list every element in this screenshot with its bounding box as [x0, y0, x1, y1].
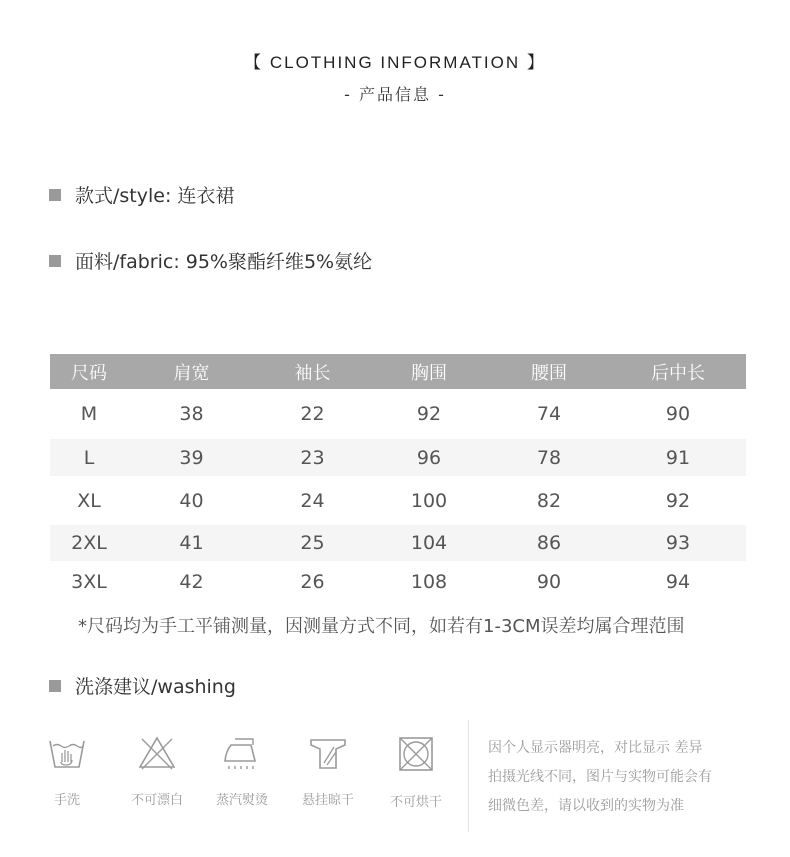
table-row — [50, 476, 746, 525]
care-label: 不可烘干 — [389, 795, 442, 810]
care-no-tumble-dry — [381, 735, 451, 810]
table-row — [50, 561, 746, 603]
table-row — [50, 525, 746, 561]
care-label: 蒸汽熨烫 — [215, 793, 268, 808]
page-title: 【 CLOTHING INFORMATION 】 — [244, 53, 546, 72]
table-header-row — [50, 354, 746, 389]
table-cell: 2XL — [50, 525, 128, 561]
hang-dry-icon — [308, 735, 348, 771]
table-cell: 104 — [370, 525, 488, 561]
table-cell: 40 — [179, 489, 204, 512]
no-tumble-dry-icon — [397, 735, 435, 773]
table-cell: 39 — [128, 439, 255, 476]
style-value: 连衣裙 — [177, 185, 235, 207]
column-header: 袖长 — [255, 354, 370, 389]
care-no-bleach — [122, 735, 192, 808]
table-cell: 42 — [179, 571, 204, 593]
bullet-square-icon — [49, 680, 61, 692]
table-cell: 94 — [665, 571, 691, 593]
table-cell: 74 — [536, 403, 562, 425]
table-cell: 78 — [488, 439, 610, 476]
fabric-label: 面料/fabric: — [75, 251, 180, 273]
no-bleach-icon — [138, 735, 176, 771]
care-hang-dry — [293, 735, 363, 808]
fabric-value: 95%聚酯纤维5%氨纶 — [185, 251, 373, 273]
bullet-square-icon — [49, 255, 61, 267]
fabric-attribute — [49, 247, 372, 274]
bullet-square-icon — [49, 189, 61, 201]
table-cell: 108 — [410, 571, 448, 593]
disclaimer-line: 细微色差，请以收到的实物为准 — [488, 798, 684, 814]
table-row — [50, 439, 746, 476]
care-hand-wash — [32, 735, 102, 808]
vertical-divider — [468, 720, 469, 832]
table-cell: 91 — [610, 439, 746, 476]
color-disclaimer — [488, 734, 758, 821]
table-cell: 90 — [665, 403, 691, 425]
table-cell: 3XL — [71, 571, 107, 593]
column-header: 胸围 — [370, 354, 488, 389]
care-label: 不可漂白 — [130, 793, 183, 808]
table-cell: 100 — [410, 489, 448, 512]
table-cell: 93 — [610, 525, 746, 561]
washing-title: 洗涤建议/washing — [75, 676, 236, 698]
column-header: 肩宽 — [128, 354, 255, 389]
measurement-note: *尺码均为手工平铺测量，因测量方式不同，如若有1-3CM误差均属合理范围 — [78, 616, 685, 637]
table-cell: 24 — [300, 489, 325, 512]
table-cell: 96 — [370, 439, 488, 476]
care-label: 悬挂晾干 — [301, 793, 354, 808]
size-table — [50, 354, 746, 603]
table-cell: XL — [77, 489, 101, 512]
page-subtitle: - 产品信息 - — [344, 85, 446, 104]
table-cell: 82 — [536, 489, 562, 512]
table-cell: 22 — [300, 403, 325, 425]
table-cell: 41 — [128, 525, 255, 561]
table-cell: 38 — [179, 403, 204, 425]
disclaimer-line: 拍摄光线不同，图片与实物可能会有 — [488, 769, 712, 785]
table-cell: 90 — [536, 571, 562, 593]
table-cell: 86 — [488, 525, 610, 561]
table-cell: 92 — [416, 403, 442, 425]
column-header: 尺码 — [50, 354, 128, 389]
column-header: 后中长 — [610, 354, 746, 389]
washing-heading — [49, 672, 236, 699]
table-cell: M — [80, 403, 98, 425]
style-attribute — [49, 181, 234, 208]
disclaimer-line: 因个人显示器明亮，对比显示 差异 — [488, 740, 703, 756]
table-row — [50, 389, 746, 439]
table-cell: 92 — [665, 489, 691, 512]
care-label: 手洗 — [53, 793, 80, 808]
table-cell: L — [50, 439, 128, 476]
table-cell: 26 — [300, 571, 325, 593]
table-cell: 25 — [255, 525, 370, 561]
table-cell: 23 — [255, 439, 370, 476]
care-steam-iron — [207, 735, 277, 808]
column-header: 腰围 — [488, 354, 610, 389]
steam-iron-icon — [221, 735, 263, 771]
style-label: 款式/style: — [75, 185, 172, 207]
hand-wash-icon — [48, 735, 86, 771]
